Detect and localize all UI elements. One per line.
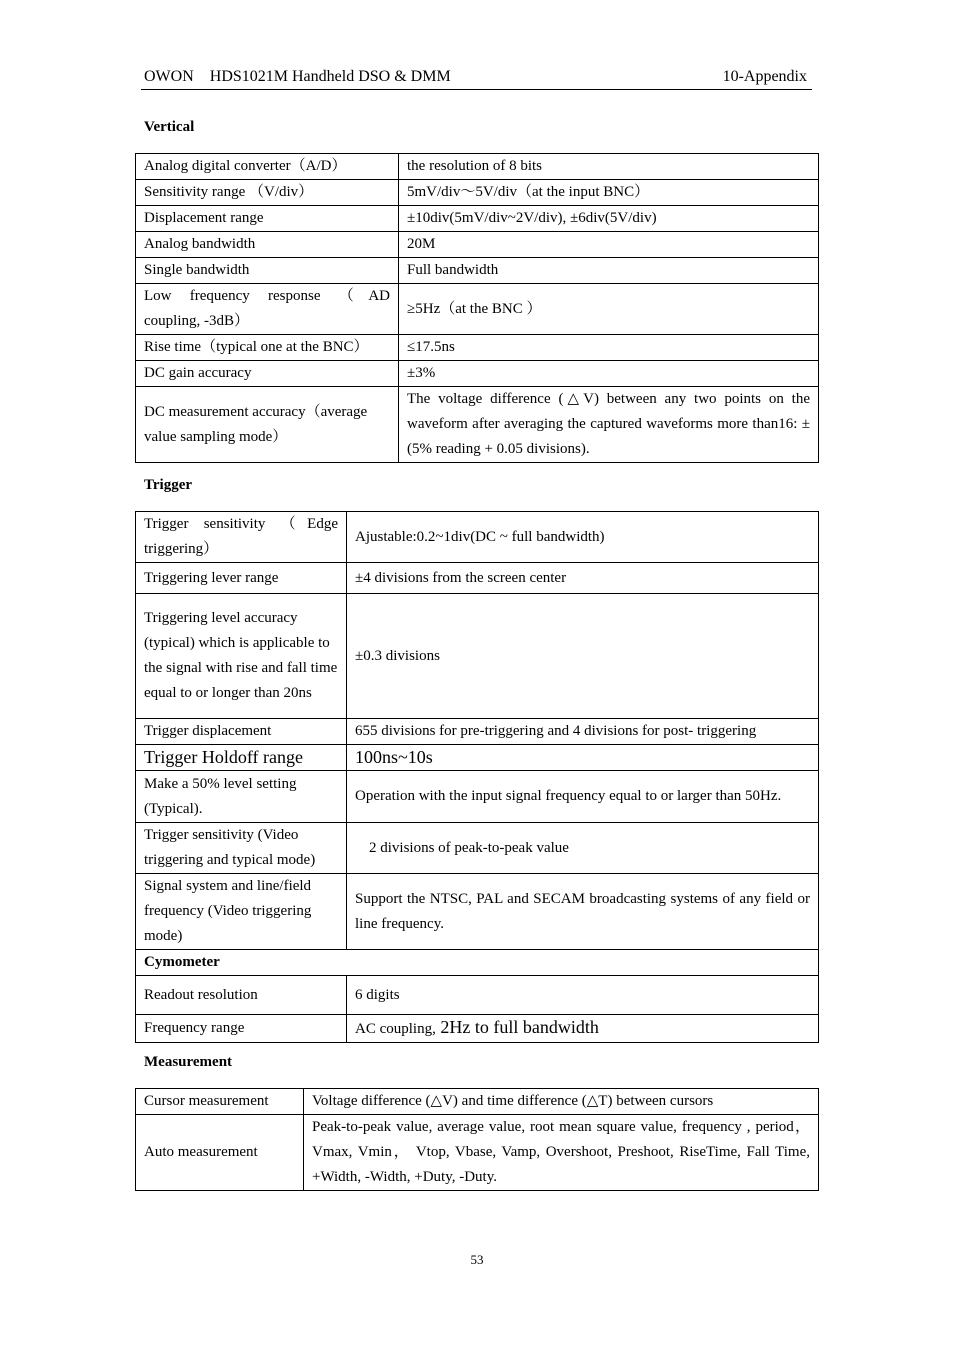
- table-row: [136, 1015, 819, 1043]
- spec-value: ±0.3 divisions: [347, 594, 819, 719]
- spec-label: Make a 50% level setting (Typical).: [136, 771, 347, 823]
- measurement-table: [135, 1088, 819, 1191]
- spec-value: Full bandwidth: [399, 258, 819, 284]
- spec-value: the resolution of 8 bits: [399, 154, 819, 180]
- header-right: 10-Appendix: [722, 68, 807, 85]
- header-rule: [141, 89, 812, 90]
- cymometer-header: Cymometer: [136, 950, 819, 976]
- spec-value: ≤17.5ns: [399, 335, 819, 361]
- spec-label: Low frequency response （AD coupling, -3dB）: [136, 284, 399, 335]
- spec-label: Trigger sensitivity （Edge triggering）: [136, 512, 347, 563]
- spec-label: DC measurement accuracy（average value sampling mode）: [136, 387, 399, 463]
- spec-value: 6 digits: [347, 976, 819, 1015]
- spec-label: Rise time（typical one at the BNC）: [136, 335, 399, 361]
- spec-value: [347, 1015, 819, 1043]
- table-row: [136, 180, 819, 206]
- spec-label: Displacement range: [136, 206, 399, 232]
- table-row: [136, 719, 819, 745]
- table-row: [136, 976, 819, 1015]
- header-left: OWON HDS1021M Handheld DSO & DMM: [144, 68, 451, 85]
- spec-value: Operation with the input signal frequency equal to or larger than 50Hz.: [347, 771, 819, 823]
- spec-value: Voltage difference (△V) and time difference (△T) between cursors: [304, 1089, 819, 1115]
- page-number: 53: [470, 1252, 484, 1267]
- spec-label: Signal system and line/field frequency (Video triggering mode): [136, 874, 347, 950]
- spec-label: Triggering lever range: [136, 563, 347, 594]
- table-row: [136, 387, 819, 463]
- section-title-measurement: Measurement: [144, 1054, 233, 1070]
- table-row: [136, 284, 819, 335]
- spec-value: Support the NTSC, PAL and SECAM broadcasting systems of any field or line frequency.: [347, 874, 819, 950]
- table-row: [136, 1115, 819, 1191]
- spec-value: ≥5Hz（at the BNC ）: [399, 284, 819, 335]
- spec-label: DC gain accuracy: [136, 361, 399, 387]
- spec-label: Trigger Holdoff range: [136, 745, 347, 771]
- table-row: [136, 206, 819, 232]
- spec-label: Analog digital converter（A/D）: [136, 154, 399, 180]
- table-row: [136, 745, 819, 771]
- spec-value: Peak-to-peak value, average value, root mean square value, frequency , period， Vmax, Vmin， Vtop, Vbase, Vamp, Overshoot, Preshoot, RiseTime, Fall Time, +Width, -Width, +Duty, -Duty.: [304, 1115, 819, 1191]
- spec-value: ±10div(5mV/div~2V/div), ±6div(5V/div): [399, 206, 819, 232]
- spec-label: Triggering level accuracy (typical) which is applicable to the signal with rise and fall time equal to or longer than 20ns: [136, 594, 347, 719]
- table-row: [136, 594, 819, 719]
- spec-value: 655 divisions for pre-triggering and 4 divisions for post- triggering: [347, 719, 819, 745]
- table-row: [136, 1089, 819, 1115]
- spec-value: 100ns~10s: [347, 745, 819, 771]
- spec-label: Analog bandwidth: [136, 232, 399, 258]
- spec-label: Readout resolution: [136, 976, 347, 1015]
- spec-label: Trigger sensitivity (Video triggering and typical mode): [136, 823, 347, 874]
- freq-range-prefix: AC coupling,: [355, 1021, 436, 1037]
- spec-label: Trigger displacement: [136, 719, 347, 745]
- spec-value: Ajustable:0.2~1div(DC ~ full bandwidth): [347, 512, 819, 563]
- spec-label: Auto measurement: [136, 1115, 304, 1191]
- spec-label: Single bandwidth: [136, 258, 399, 284]
- spec-value: ±3%: [399, 361, 819, 387]
- table-row: [136, 771, 819, 823]
- spec-label: Sensitivity range （V/div）: [136, 180, 399, 206]
- vertical-table: [135, 153, 819, 463]
- table-row: [136, 361, 819, 387]
- section-title-trigger: Trigger: [144, 477, 193, 493]
- table-row: [136, 823, 819, 874]
- table-row: [136, 950, 819, 976]
- table-row: [136, 258, 819, 284]
- table-row: [136, 335, 819, 361]
- trigger-table: [135, 511, 819, 1043]
- table-row: [136, 154, 819, 180]
- spec-value: 20M: [399, 232, 819, 258]
- table-row: [136, 512, 819, 563]
- table-row: [136, 874, 819, 950]
- table-row: [136, 232, 819, 258]
- spec-label: Frequency range: [136, 1015, 347, 1043]
- spec-value: ±4 divisions from the screen center: [347, 563, 819, 594]
- section-title-vertical: Vertical: [144, 119, 195, 135]
- spec-value: The voltage difference (△V) between any two points on the waveform after averaging the captured waveforms more than16: ±(5% reading + 0.05 divisions).: [399, 387, 819, 463]
- spec-value: 2 divisions of peak-to-peak value: [347, 823, 819, 874]
- spec-label: Cursor measurement: [136, 1089, 304, 1115]
- freq-range-value: 2Hz to full bandwidth: [435, 1017, 599, 1037]
- table-row: [136, 563, 819, 594]
- spec-value: 5mV/div～5V/div（at the input BNC）: [399, 180, 819, 206]
